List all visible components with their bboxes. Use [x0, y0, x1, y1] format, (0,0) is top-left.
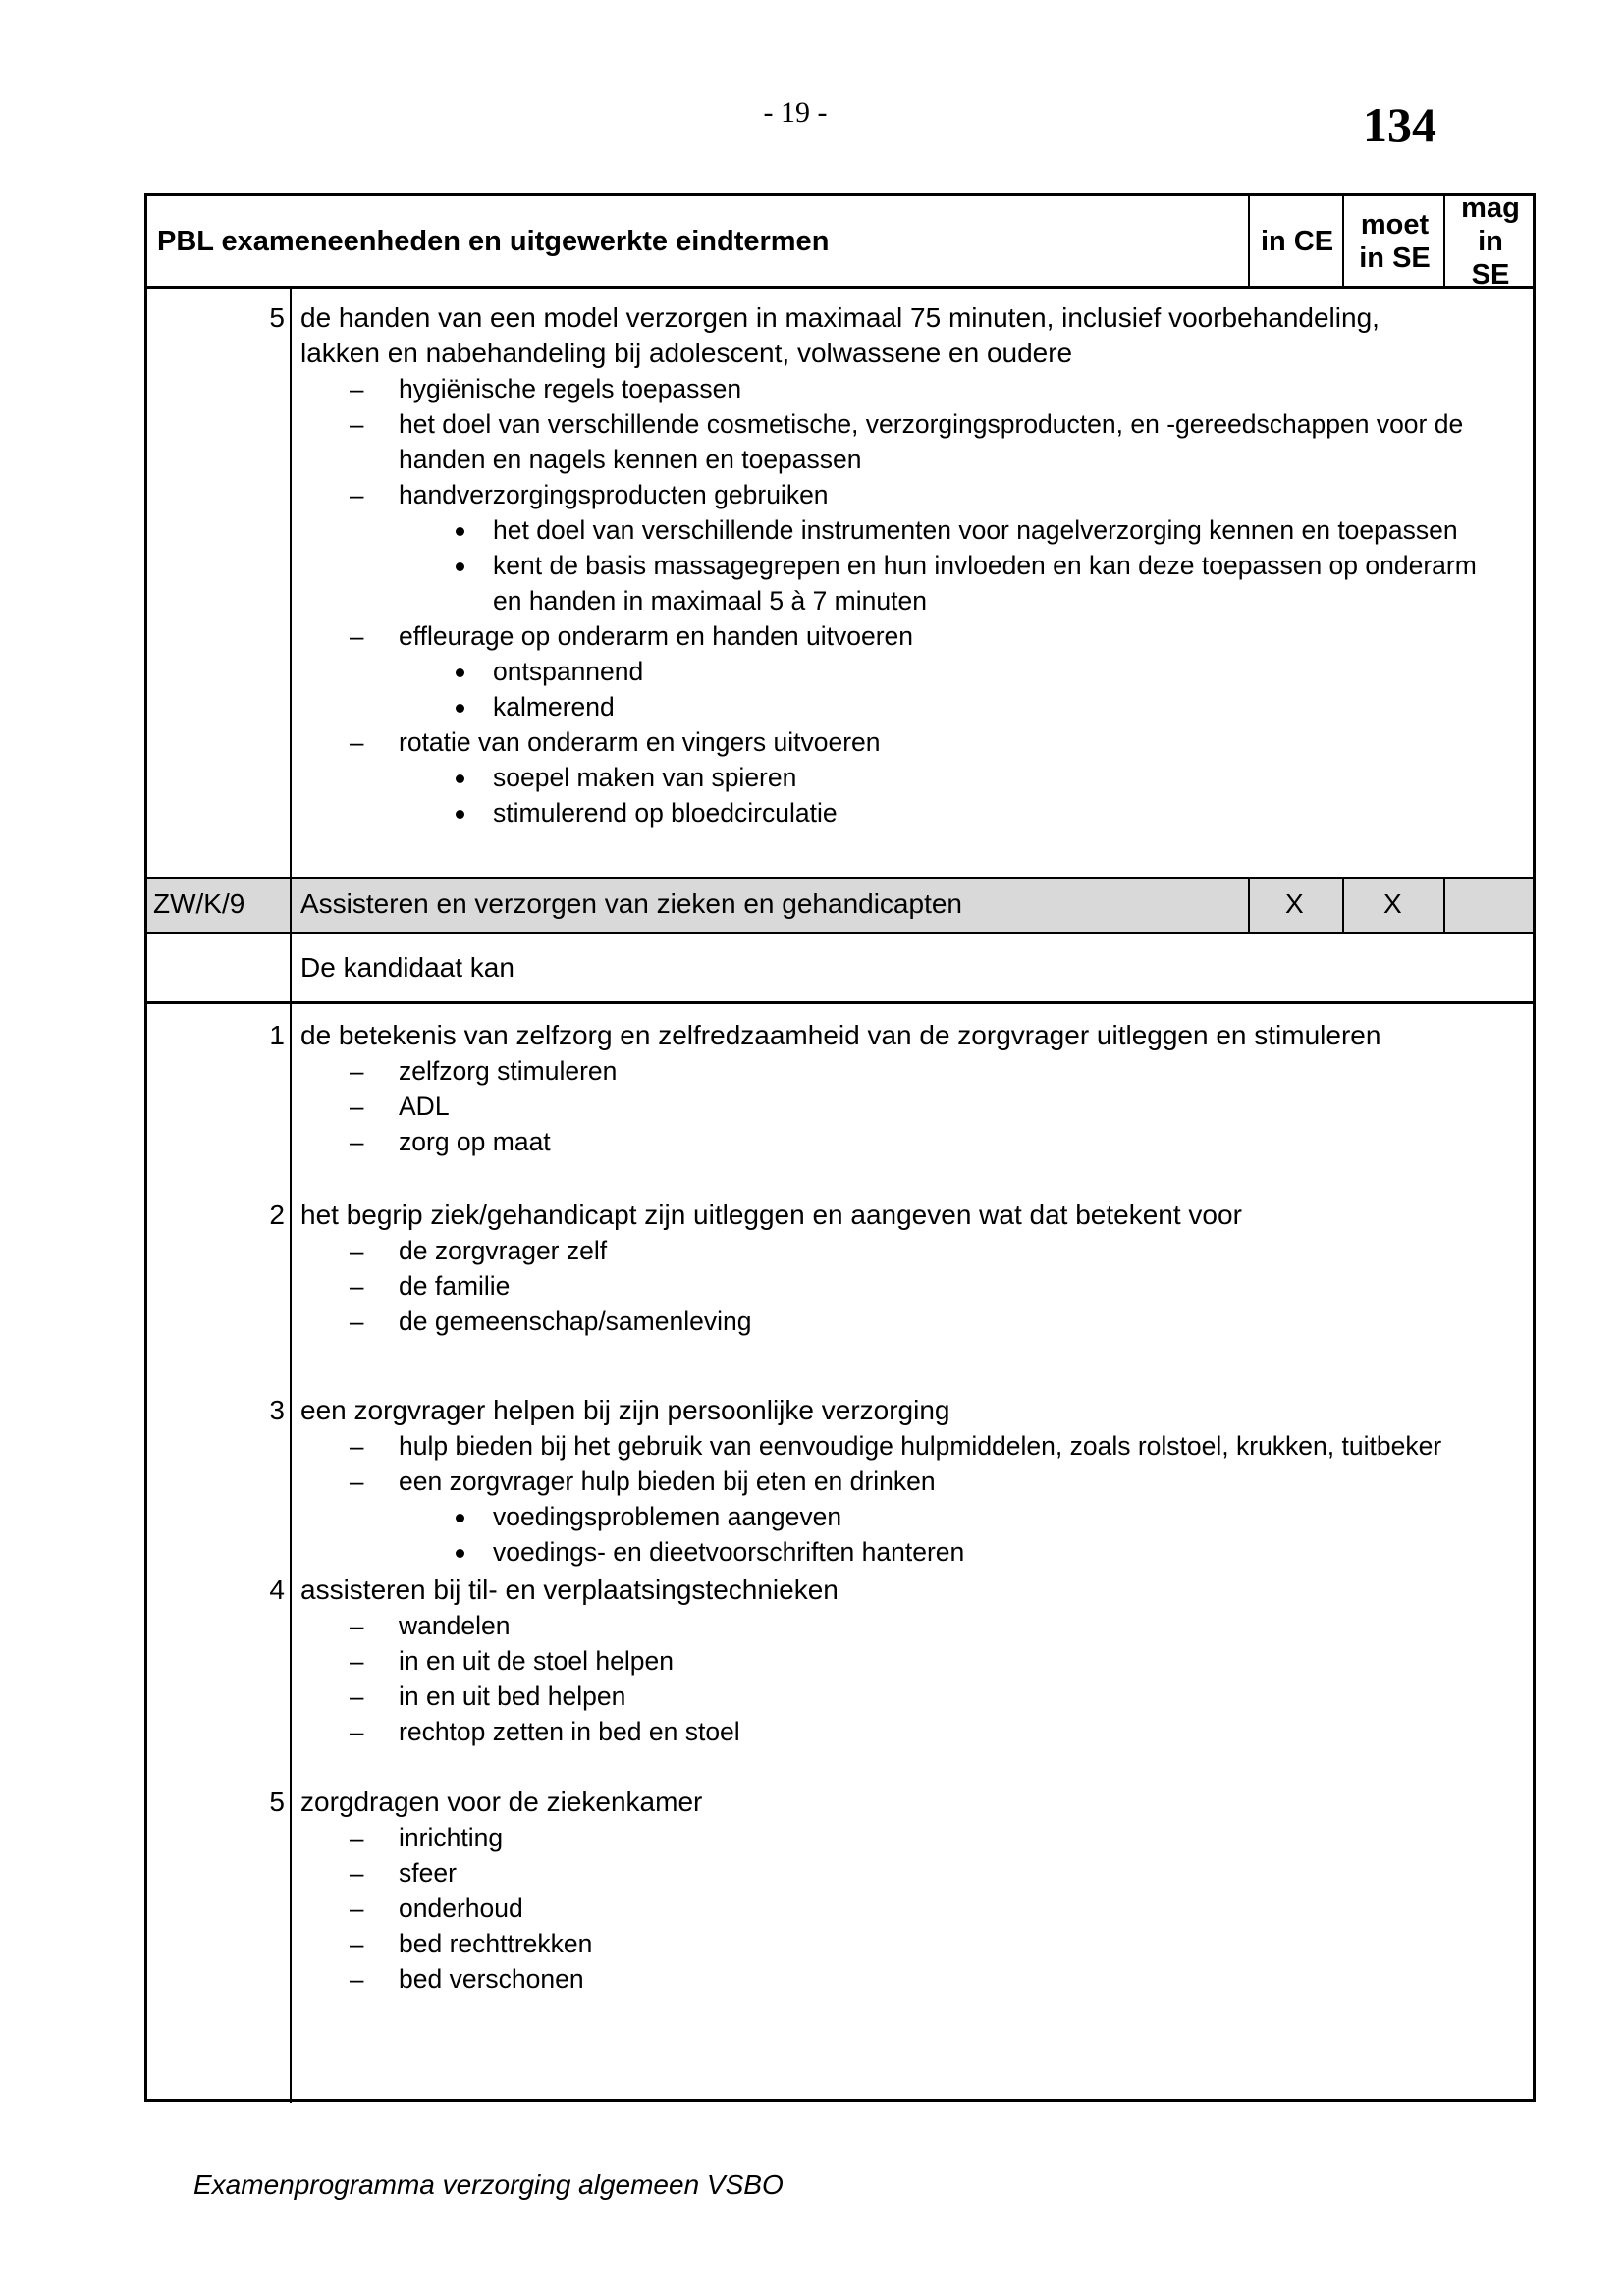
dash-item: een zorgvrager hulp bieden bij eten en drinken — [399, 1467, 936, 1496]
eindterm-text: de handen van een model verzorgen in maximaal 75 minuten, inclusief voorbehandeling, — [300, 302, 1380, 333]
table-header-moet-in-se — [1344, 196, 1445, 286]
dash-marker-icon: – — [350, 1431, 364, 1461]
dash-marker-icon: – — [350, 1894, 364, 1923]
number-col-divider — [290, 287, 292, 2103]
dash-marker-icon: – — [350, 727, 364, 757]
dash-item: zelfzorg stimuleren — [399, 1056, 618, 1086]
dash-item: de zorgvrager zelf — [399, 1236, 608, 1265]
dash-item: ADL — [399, 1092, 450, 1121]
mag-in-se-label: mag in SE — [1461, 191, 1520, 291]
bullet-item: soepel maken van spieren — [493, 763, 797, 792]
dash-marker-icon: – — [350, 374, 364, 403]
dash-item: in en uit de stoel helpen — [399, 1646, 674, 1676]
dash-item: rotatie van onderarm en vingers uitvoeren — [399, 727, 881, 757]
page-number-center: - 19 - — [763, 96, 828, 129]
bullet-item: kalmerend — [493, 692, 615, 721]
eindterm-number: 5 — [269, 1787, 285, 1817]
dash-item: hygiënische regels toepassen — [399, 374, 742, 403]
bullet-icon — [456, 1514, 464, 1522]
dash-marker-icon: – — [350, 1646, 364, 1676]
dash-item: inrichting — [399, 1823, 504, 1852]
dash-marker-icon: – — [350, 1717, 364, 1746]
table-header-in-ce: in CE — [1260, 225, 1334, 257]
dash-marker-icon: – — [350, 1964, 364, 1994]
bullet-item: het doel van verschillende instrumenten voor nagelverzorging kennen en toepassen — [493, 515, 1458, 545]
unit-row-bottom-divider — [147, 932, 1533, 934]
header-col-divider-3 — [1443, 196, 1445, 287]
intro-text: De kandidaat kan — [300, 952, 514, 983]
eindterm-number: 1 — [269, 1020, 285, 1050]
dash-marker-icon: – — [350, 1307, 364, 1336]
bullet-item: voedings- en dieetvoorschriften hanteren — [493, 1537, 965, 1567]
dash-item: handen en nagels kennen en toepassen — [399, 445, 862, 474]
moet-in-se-label: moet in SE — [1359, 208, 1431, 274]
dash-marker-icon: – — [350, 1858, 364, 1888]
table-header-mag-in-se — [1445, 191, 1536, 291]
eindterm-text: een zorgvrager helpen bij zijn persoonlijke verzorging — [300, 1395, 950, 1425]
dash-marker-icon: – — [350, 1236, 364, 1265]
dash-marker-icon: – — [350, 1467, 364, 1496]
eindterm-number: 4 — [269, 1575, 285, 1605]
unit-row-top-divider — [147, 877, 1533, 879]
bullet-item: ontspannend — [493, 657, 644, 686]
dash-marker-icon: – — [350, 1127, 364, 1156]
header-col-divider-2 — [1342, 196, 1344, 287]
bullet-item: en handen in maximaal 5 à 7 minuten — [493, 586, 927, 615]
dash-item: zorg op maat — [399, 1127, 551, 1156]
eindterm-number: 5 — [269, 302, 285, 333]
dash-marker-icon: – — [350, 1929, 364, 1958]
bullet-icon — [456, 704, 464, 713]
dash-marker-icon: – — [350, 621, 364, 651]
unit-col-divider-3 — [1443, 878, 1445, 933]
footer-text: Examenprogramma verzorging algemeen VSBO — [193, 2169, 784, 2200]
eindterm-text: het begrip ziek/gehandicapt zijn uitleggen en aangeven wat dat betekent voor — [300, 1200, 1242, 1230]
dash-item: handverzorgingsproducten gebruiken — [399, 480, 829, 509]
unit-col-divider-2 — [1342, 878, 1344, 933]
exam-table — [144, 193, 1536, 2102]
dash-item: effleurage op onderarm en handen uitvoeren — [399, 621, 914, 651]
dash-item: in en uit bed helpen — [399, 1682, 626, 1711]
unit-in-ce-mark: X — [1285, 888, 1304, 919]
bullet-item: stimulerend op bloedcirculatie — [493, 798, 838, 828]
dash-item: bed verschonen — [399, 1964, 584, 1994]
bullet-item: kent de basis massagegrepen en hun invloeden en kan deze toepassen op onderarm — [493, 551, 1477, 580]
eindterm-text: lakken en nabehandeling bij adolescent, volwassene en oudere — [300, 338, 1073, 368]
intro-row-bottom-divider — [147, 1001, 1533, 1004]
dash-marker-icon: – — [350, 1056, 364, 1086]
dash-marker-icon: – — [350, 1611, 364, 1640]
header-divider — [147, 286, 1533, 289]
dash-item: onderhoud — [399, 1894, 523, 1923]
eindterm-text: zorgdragen voor de ziekenkamer — [300, 1787, 703, 1817]
bullet-icon — [456, 1549, 464, 1558]
eindterm-number: 3 — [269, 1395, 285, 1425]
bullet-icon — [456, 810, 464, 819]
dash-item: het doel van verschillende cosmetische, verzorgingsproducten, en -gereedschappen voor de — [399, 409, 1464, 439]
bullet-icon — [456, 668, 464, 677]
dash-item: wandelen — [399, 1611, 511, 1640]
dash-item: rechtop zetten in bed en stoel — [399, 1717, 740, 1746]
unit-moet-in-se-mark: X — [1383, 888, 1402, 919]
dash-item: sfeer — [399, 1858, 457, 1888]
unit-code: ZW/K/9 — [153, 888, 245, 919]
bullet-item: voedingsproblemen aangeven — [493, 1502, 842, 1531]
dash-marker-icon: – — [350, 1092, 364, 1121]
dash-marker-icon: – — [350, 1823, 364, 1852]
dash-item: bed rechttrekken — [399, 1929, 593, 1958]
header-col-divider-1 — [1248, 196, 1250, 287]
unit-col-divider-1 — [1248, 878, 1250, 933]
eindterm-text: de betekenis van zelfzorg en zelfredzaamheid van de zorgvrager uitleggen en stimuleren — [300, 1020, 1381, 1050]
eindterm-number: 2 — [269, 1200, 285, 1230]
dash-item: de familie — [399, 1271, 511, 1301]
dash-marker-icon: – — [350, 409, 364, 439]
dash-marker-icon: – — [350, 1682, 364, 1711]
unit-title: Assisteren en verzorgen van zieken en gehandicapten — [300, 888, 962, 919]
bullet-icon — [456, 562, 464, 571]
dash-marker-icon: – — [350, 1271, 364, 1301]
table-header-title: PBL exameneenheden en uitgewerkte eindtermen — [157, 226, 830, 257]
dash-item: hulp bieden bij het gebruik van eenvoudige hulpmiddelen, zoals rolstoel, krukken, tuitbeker — [399, 1431, 1442, 1461]
dash-item: de gemeenschap/samenleving — [399, 1307, 752, 1336]
bullet-icon — [456, 774, 464, 783]
dash-marker-icon: – — [350, 480, 364, 509]
bullet-icon — [456, 527, 464, 536]
eindterm-text: assisteren bij til- en verplaatsingstechnieken — [300, 1575, 839, 1605]
page-number-stamp: 134 — [1363, 97, 1436, 152]
